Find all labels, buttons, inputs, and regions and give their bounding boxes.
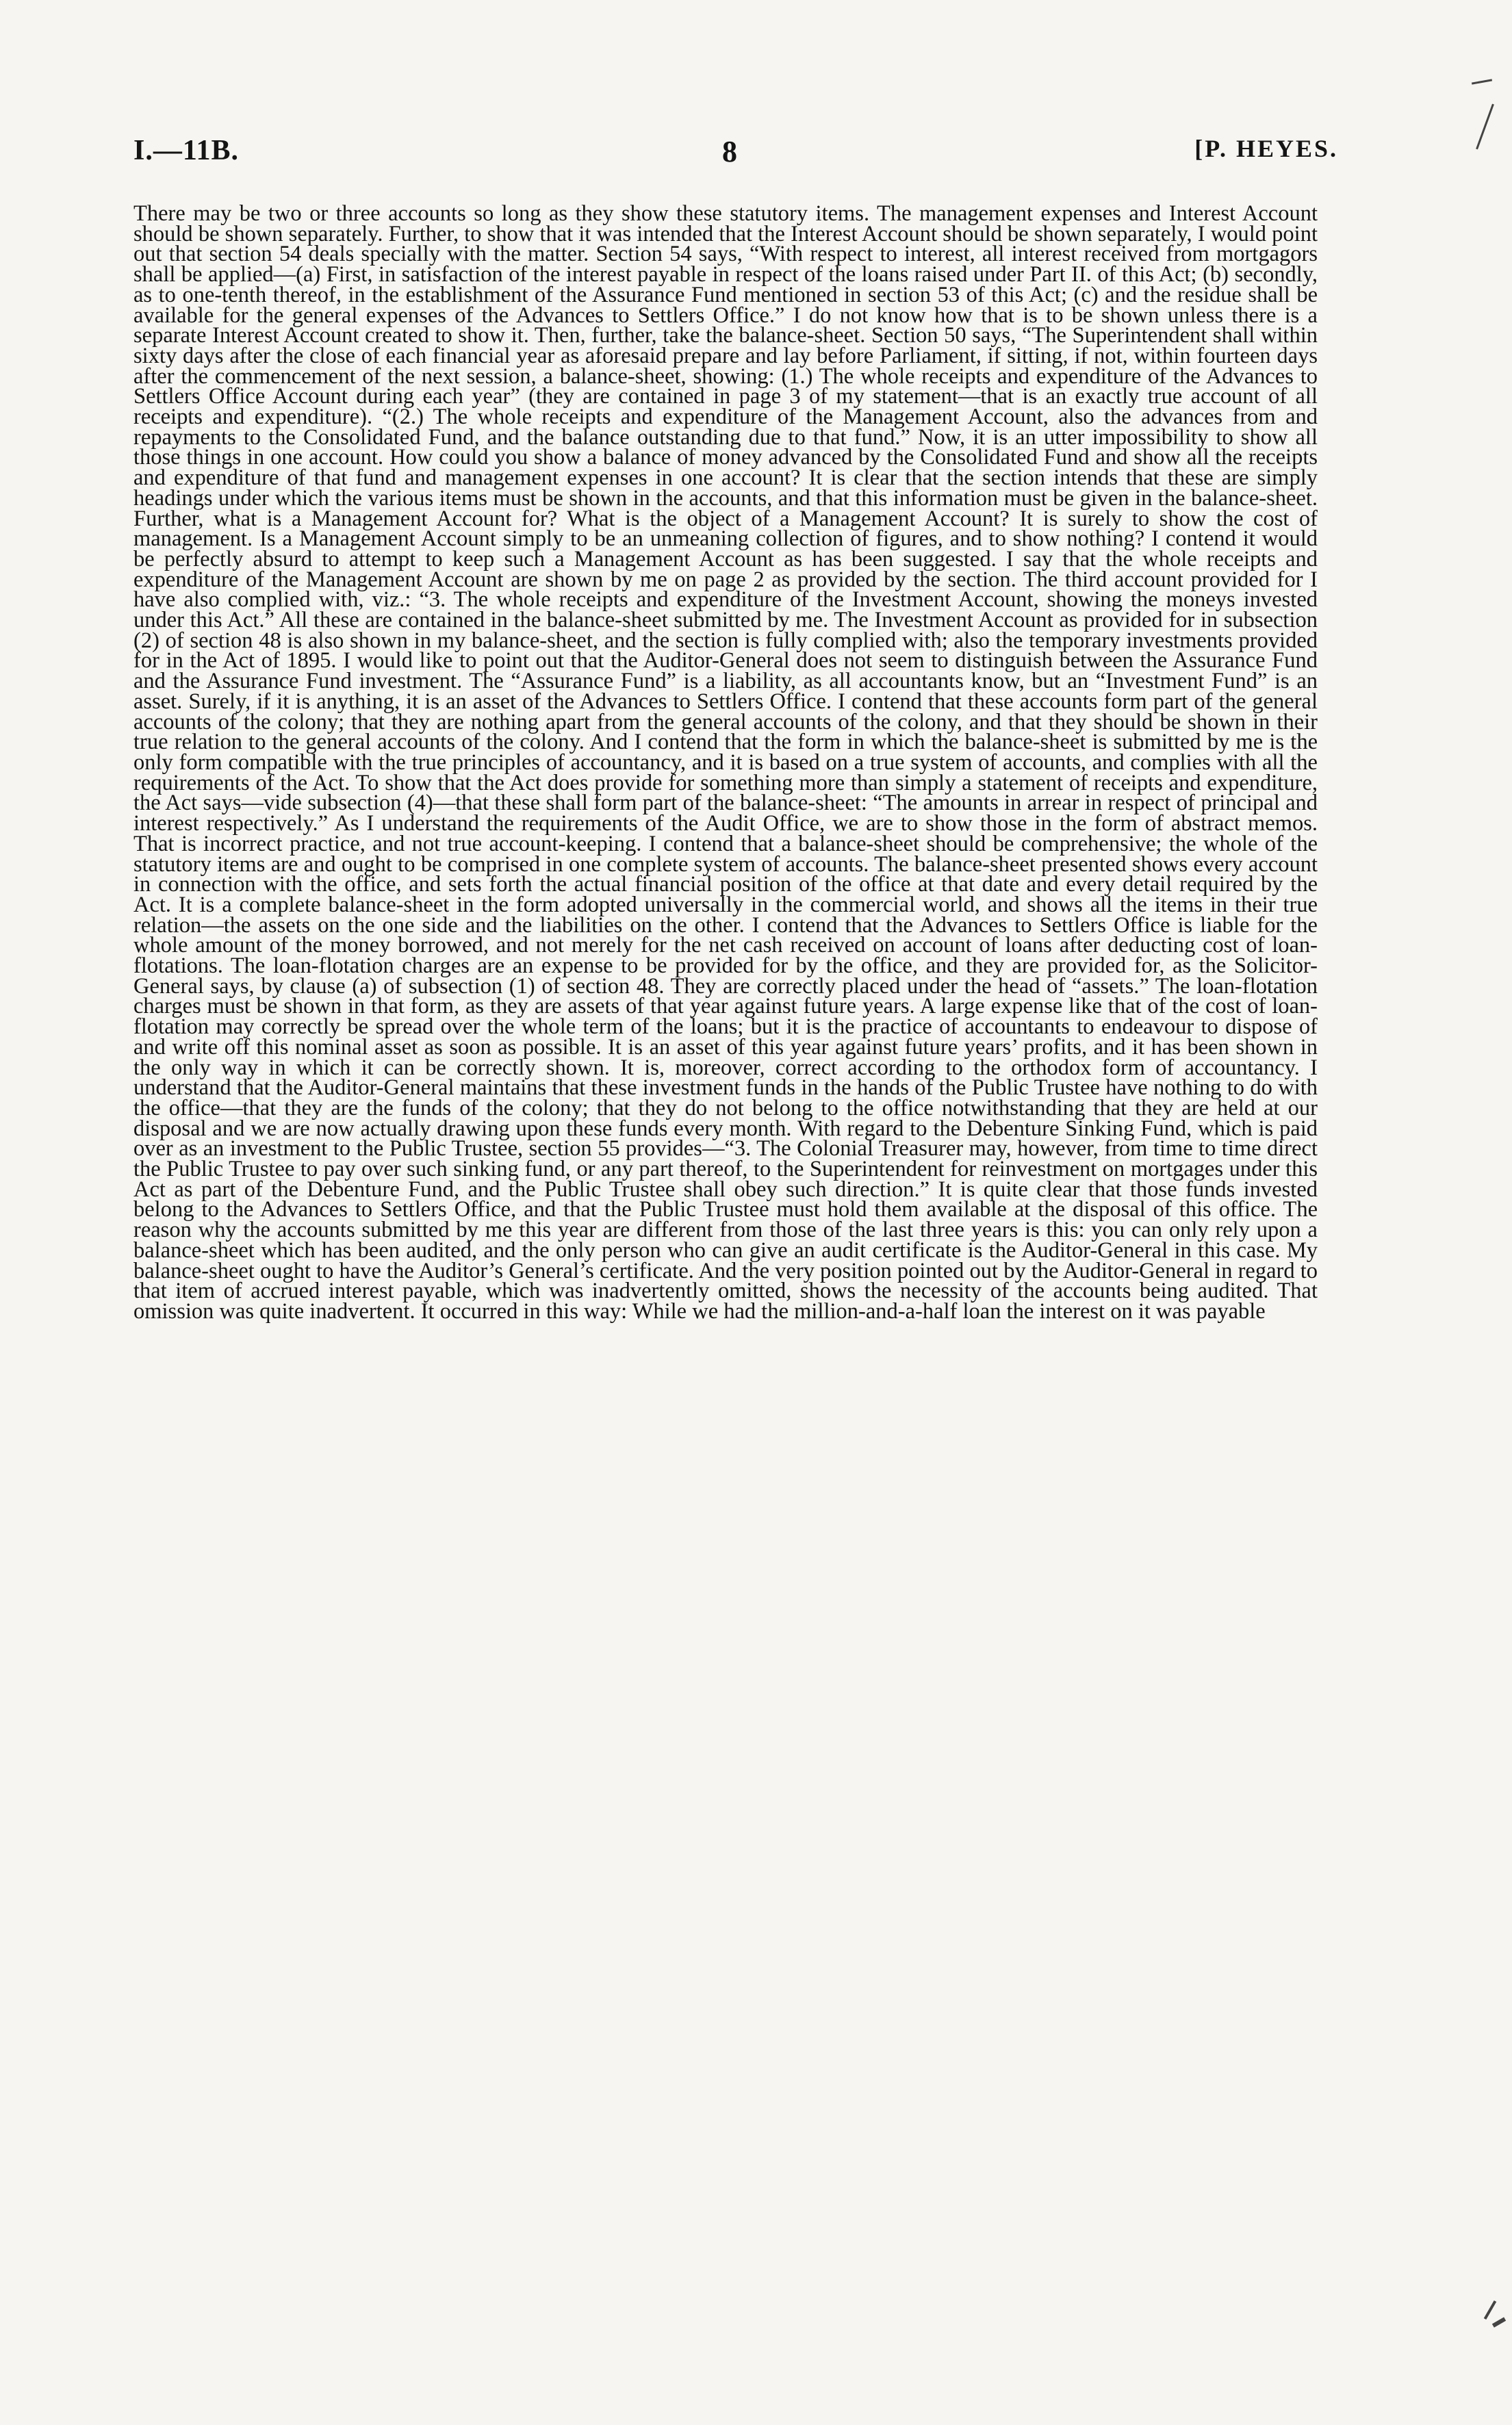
- scan-mark: [1484, 2300, 1496, 2320]
- scan-mark: [1472, 79, 1492, 84]
- paragraph: There may be two or three accounts so long as they show these statutory items. The management expenses and Interest Account should be shown separately. Further, to show that it was intended that the Interest Account should be shown separately, I would point out that section 54 deals specially with the matter. Section 54 says, “With respect to interest, all interest received from mortgagors shall be applied—(a) First, in satisfaction of the interest payable in respect of the loans raised under Part II. of this Act; (b) secondly, as to one-tenth thereof, in the establishment of the Assurance Fund mentioned in section 53 of this Act; (c) and the residue shall be available for the general expenses of the Advances to Settlers Office.” I do not know how that is to be shown unless there is a separate Interest Account created to show it. Then, further, take the balance-sheet. Section 50 says, “The Superintendent shall within sixty days after the close of each financial year as aforesaid prepare and lay before Parliament, if sitting, if not, within fourteen days after the commencement of the next session, a balance-sheet, showing: (1.) The whole receipts and expenditure of the Advances to Settlers Office Account during each year” (they are contained in page 3 of my statement—that is an exactly true account of all receipts and expenditure). “(2.) The whole receipts and expenditure of the Management Account, also the advances from and repayments to the Consolidated Fund, and the balance outstanding due to that fund.” Now, it is an utter impossibility to show all those things in one account. How could you show a balance of money advanced by the Consolidated Fund and show all the receipts and expenditure of that fund and management expenses in one account? It is clear that the section intends that these are simply headings under which the various items must be shown in the accounts, and that this information must be given in the balance-sheet. Further, what is a Management Account for? What is the object of a Management Account? It is surely to show the cost of management. Is a Management Account simply to be an unmeaning collection of figures, and to show nothing? I contend it would be perfectly absurd to attempt to keep such a Management Account as has been suggested. I say that the whole receipts and expenditure of the Management Account are shown by me on page 2 as provided by the section. The third account provided for I have also complied with, viz.: “3. The whole receipts and expenditure of the Investment Account, showing the moneys invested under this Act.” All these are contained in the balance-sheet submitted by me. The Investment Account as provided for in subsection (2) of section 48 is also shown in my balance-sheet, and the section is fully complied with; also the temporary investments provided for in the Act of 1895. I would like to point out that the Auditor-General does not seem to distinguish between the Assurance Fund and the Assurance Fund investment. The “Assurance Fund” is a liability, as all accountants know, but an “Investment Fund” is an asset. Surely, if it is anything, it is an asset of the Advances to Settlers Office. I contend that these accounts form part of the general accounts of the colony; that they are nothing apart from the general accounts of the colony, and that they should be shown in their true relation to the general accounts of the colony. And I contend that the form in which the balance-sheet is submitted by me is the only form compatible with the true principles of accountancy, and it is based on a true system of accounts, and complies with all the requirements of the Act. To show that the Act does provide for something more than simply a statement of receipts and expenditure, the Act says—vide subsection (4)—that these shall form part of the balance-sheet: “The amounts in arrear in respect of principal and interest respectively.” As I understand the requirements of the Audit Office, we are to show those in the form of abstract memos. That is incorrect practice, and not true account-keeping. I contend that a balance-sheet should be comprehensive; the whole of the statutory items are and ought to be comprised in one complete system of accounts. The balance-sheet presented shows every account in connection with the office, and sets forth the actual financial position of the office at that date and every detail required by the Act. It is a complete balance-sheet in the form adopted universally in the commercial world, and shows all the items in their true relation—the assets on the one side and the liabilities on the other. I contend that the Advances to Settlers Office is liable for the whole amount of the money borrowed, and not merely for the net cash received on account of loans after deducting cost of loan-flotations. The loan-flotation charges are an expense to be provided for by the office, and they are provided for, as the Solicitor-General says, by clause (a) of subsection (1) of section 48. They are correctly placed under the head of “assets.” The loan-flotation charges must be shown in that form, as they are assets of that year against future years. A large expense like that of the cost of loan-flotation may correctly be spread over the whole term of the loans; but it is the practice of accountants to endeavour to dispose of and write off this nominal asset as soon as possible. It is an asset of this year against future years’ profits, and it has been shown in the only way in which it can be correctly shown. It is, moreover, correct according to the orthodox form of accountancy. I understand that the Auditor-General maintains that these investment funds in the hands of the Public Trustee have nothing to do with the office—that they are the funds of the colony; that they do not belong to the office notwithstanding that they are held at our disposal and we are now actually drawing upon these funds every month. With regard to the Debenture Sinking Fund, which is paid over as an investment to the Public Trustee, section 55 provides—“3. The Colonial Treasurer may, however, from time to time direct the Public Trustee to pay over such sinking fund, or any part thereof, to the Superintendent for reinvestment on mortgages under this Act as part of the Debenture Fund, and the Public Trustee shall obey such direction.” It is quite clear that those funds invested belong to the Advances to Settlers Office, and that the Public Trustee must hold them available at the disposal of this office. The reason why the accounts submitted by me this year are different from those of the last three years is this: you can only rely upon a balance-sheet which has been audited, and the only person who can give an audit certificate is the Auditor-General in this case. My balance-sheet ought to have the Auditor’s General’s certificate. And the very position pointed out by the Auditor-General in regard to that item of accrued interest payable, which was inadvertently omitted, shows the necessity of the accounts being audited. That omission was quite inadvertent. It occurred in this way: While we had the million-and-a-half loan the interest on it was payable: [133, 201, 1318, 1324]
- page-number: 8: [722, 135, 737, 168]
- speaker-name: [P. HEYES.: [1194, 135, 1338, 162]
- document-reference: I.—11B.: [133, 135, 240, 166]
- body-text: [133, 201, 1318, 1324]
- scan-mark: [1476, 104, 1494, 150]
- page-header: [133, 134, 1338, 175]
- scan-mark: [1492, 2317, 1506, 2327]
